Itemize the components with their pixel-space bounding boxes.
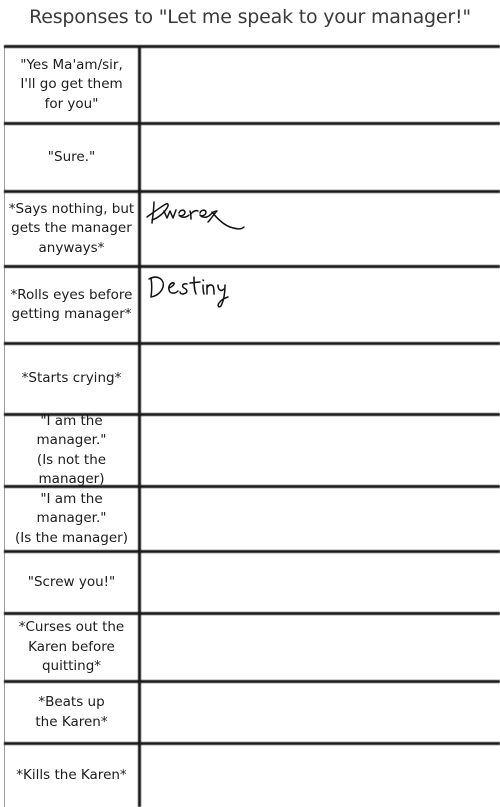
page-title: Responses to "Let me speak to your manager!" — [29, 6, 471, 28]
row-label-starts-crying: *Starts crying* — [21, 370, 122, 387]
row-label-beats-up: *Beats up the Karen* — [35, 694, 108, 730]
signature-destiny — [144, 271, 240, 311]
row-label-curses-out: *Curses out the Karen before quitting* — [18, 619, 125, 675]
row-label-go-get-them: "Yes Ma'am/sir, I'll go get them for you" — [20, 56, 123, 112]
row-label-not-manager: "I am the manager." (Is not the manager) — [36, 412, 107, 487]
row-label-is-manager: "I am the manager." (Is the manager) — [15, 490, 128, 546]
row-label-screw-you: "Screw you!" — [27, 573, 116, 590]
signature-dwerex — [144, 196, 248, 238]
row-label-rolls-eyes: *Rolls eyes before getting manager* — [10, 286, 133, 322]
row-label-sure: "Sure." — [47, 148, 96, 165]
row-label-says-nothing: *Says nothing, but gets the manager anyways* — [8, 200, 135, 256]
grid-column-divider — [138, 46, 141, 807]
row-label-kills: *Kills the Karen* — [16, 767, 127, 784]
